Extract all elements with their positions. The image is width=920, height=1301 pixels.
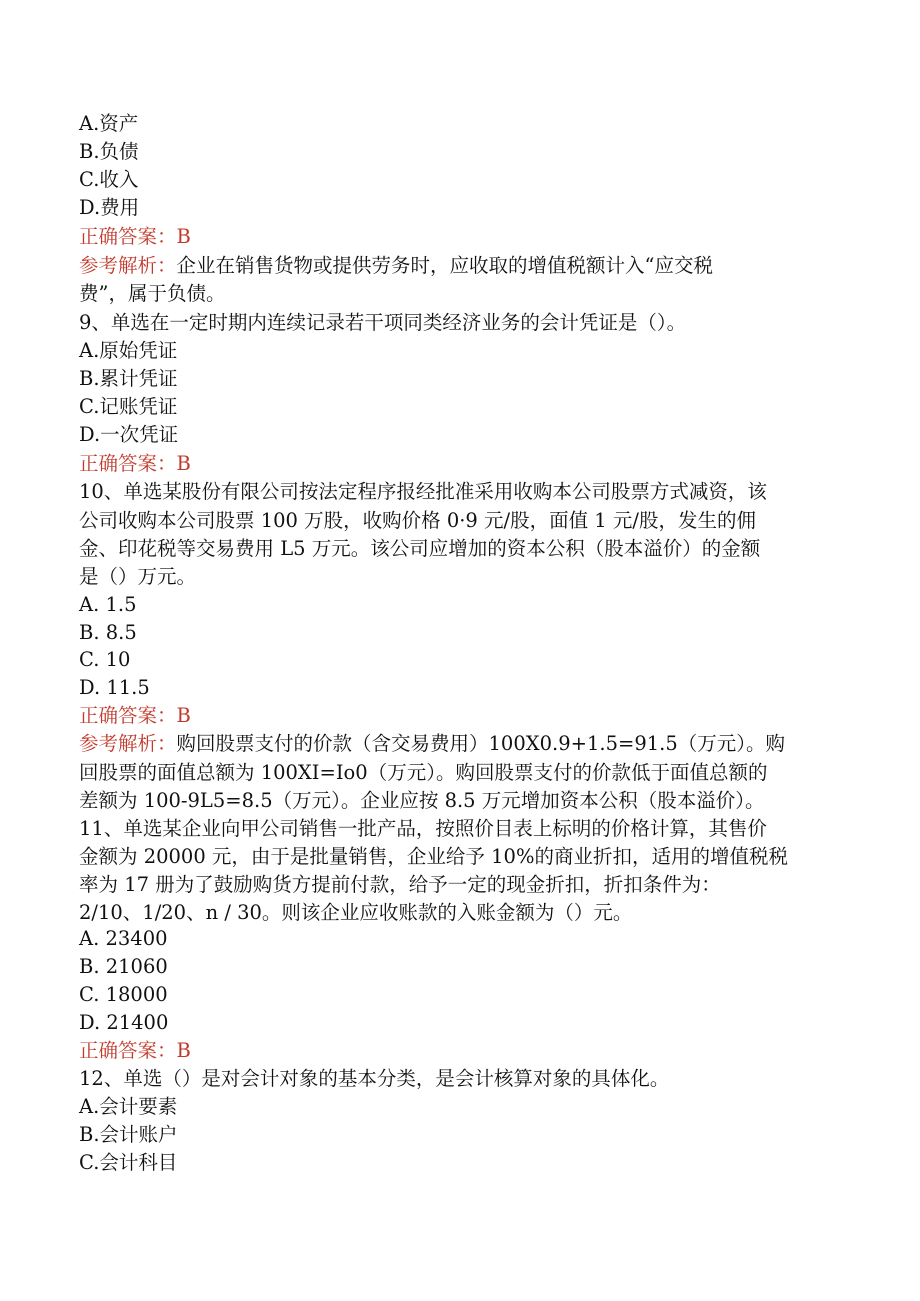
text-line: C.收入 [79,168,139,191]
text-line: 12、单选（）是对会计对象的基本分类，是会计核算对象的具体化。 [79,1067,670,1090]
text-line: A.会计要素 [79,1095,178,1118]
text-line: 回股票的面值总额为 100XI=Io0（万元）。购回股票支付的价款低于面值总额的 [79,761,768,784]
analysis-line [79,254,713,278]
text-line: C.记账凭证 [79,395,178,418]
correct-answer: 正确答案：B [79,225,191,248]
text-line: D. 11.5 [79,676,150,699]
text-line: D. 21400 [79,1011,169,1034]
text-line: 11、单选某企业向甲公司销售一批产品，按照价目表上标明的价格计算，其售价 [79,817,767,840]
text-line: C.会计科目 [79,1151,178,1174]
text-line: A. 23400 [79,927,168,950]
text-line: 费”，属于负债。 [79,282,226,305]
text-line: D.费用 [79,196,140,219]
text-line: B. 8.5 [79,621,137,644]
text-line: 差额为 100-9L5=8.5（万元）。企业应按 8.5 万元增加资本公积（股本溢价）。 [79,789,765,812]
text-line: 9、单选在一定时期内连续记录若干项同类经济业务的会计凭证是（）。 [79,311,687,334]
text-line: 2/10、1/20、n / 30。则该企业应收账款的入账金额为（）元。 [79,901,633,924]
text-line: 是（）万元。 [79,565,197,588]
correct-answer: 正确答案：B [79,1039,191,1062]
text-line: C. 10 [79,648,131,671]
text-line: B.累计凭证 [79,367,178,390]
correct-answer: 正确答案：B [79,704,191,727]
text-line: 公司收购本公司股票 100 万股，收购价格 0·9 元/股，面值 1 元/股，发生的佣 [79,509,756,532]
text-line: A. 1.5 [79,593,137,616]
text-line: A.原始凭证 [79,339,178,362]
analysis-label: 参考解析： [79,254,177,277]
text-line: 率为 17 册为了鼓励购货方提前付款，给予一定的现金折扣，折扣条件为： [79,873,721,896]
analysis-line [79,732,785,756]
analysis-text: 购回股票支付的价款（含交易费用）100X0.9+1.5=91.5（万元）。购 [176,732,785,755]
text-line: B.会计账户 [79,1123,178,1146]
analysis-text: 企业在销售货物或提供劳务时，应收取的增值税额计入“应交税 [176,254,713,277]
text-line: 金、印花税等交易费用 L5 万元。该公司应增加的资本公积（股本溢价）的金额 [79,537,761,560]
analysis-label: 参考解析： [79,732,177,755]
text-line: B.负债 [79,140,139,163]
text-line: 10、单选某股份有限公司按法定程序报经批准采用收购本公司股票方式减资，该 [79,480,767,503]
text-line: 金额为 20000 元，由于是批量销售，企业给予 10%的商业折扣，适用的增值税税 [79,845,788,868]
text-line: A.资产 [79,112,139,135]
text-line: C. 18000 [79,983,168,1006]
correct-answer: 正确答案：B [79,452,191,475]
text-line: B. 21060 [79,955,168,978]
text-line: D.一次凭证 [79,423,179,446]
